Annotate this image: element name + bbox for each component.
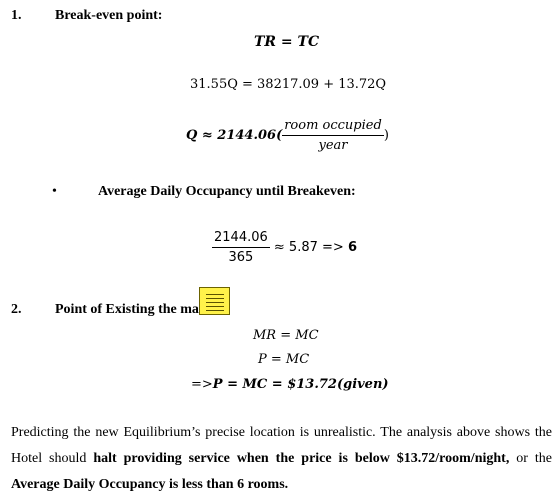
equation-q-result <box>186 118 389 153</box>
occupancy-denominator: 365 <box>228 250 254 265</box>
fraction-denominator: year <box>318 138 348 153</box>
section-1-number: 1. <box>11 8 22 23</box>
bullet-marker: • <box>52 184 57 199</box>
room-per-year-fraction <box>282 118 384 153</box>
conclusion-paragraph <box>11 420 552 498</box>
given-note: (given) <box>336 377 389 392</box>
bullet-heading: Average Daily Occupancy until Breakeven: <box>98 184 356 199</box>
occupancy-approx: ≈ 5.87 => <box>273 240 348 255</box>
section-2-heading: Point of Existing the ma <box>55 302 199 317</box>
equation-tr-tc: TR = TC <box>254 34 320 50</box>
equation-mr-mc: MR = MC <box>253 328 319 343</box>
sticky-note-icon[interactable] <box>199 287 230 315</box>
conclusion-text-2: or the <box>509 451 552 466</box>
fraction-numerator: room occupied <box>282 118 384 136</box>
equation-daily-occupancy <box>212 230 357 265</box>
closing-paren: ) <box>383 128 389 143</box>
conclusion-text-1: Predicting the new Equilibrium’s precise location is unrealistic. The analysis above shows the Hotel should <box>11 425 552 466</box>
equation-p-given <box>191 377 389 392</box>
implies-arrow: => <box>191 377 213 392</box>
section-2-number: 2. <box>11 302 22 317</box>
conclusion-bold-1: halt providing service when the price is below $13.72/room/night, <box>93 451 510 466</box>
equation-break-even: 31.55Q = 38217.09 + 13.72Q <box>190 77 387 92</box>
section-1-heading: Break-even point: <box>55 8 163 23</box>
price-equals-mc: P = MC = $13.72 <box>212 377 337 392</box>
q-value: Q ≈ 2144.06( <box>186 128 283 143</box>
occupancy-fraction <box>212 230 270 265</box>
occupancy-result: 6 <box>347 240 357 255</box>
occupancy-numerator: 2144.06 <box>212 230 270 248</box>
equation-p-mc: P = MC <box>258 352 310 367</box>
conclusion-bold-2: Average Daily Occupancy is less than 6 rooms. <box>11 477 289 492</box>
